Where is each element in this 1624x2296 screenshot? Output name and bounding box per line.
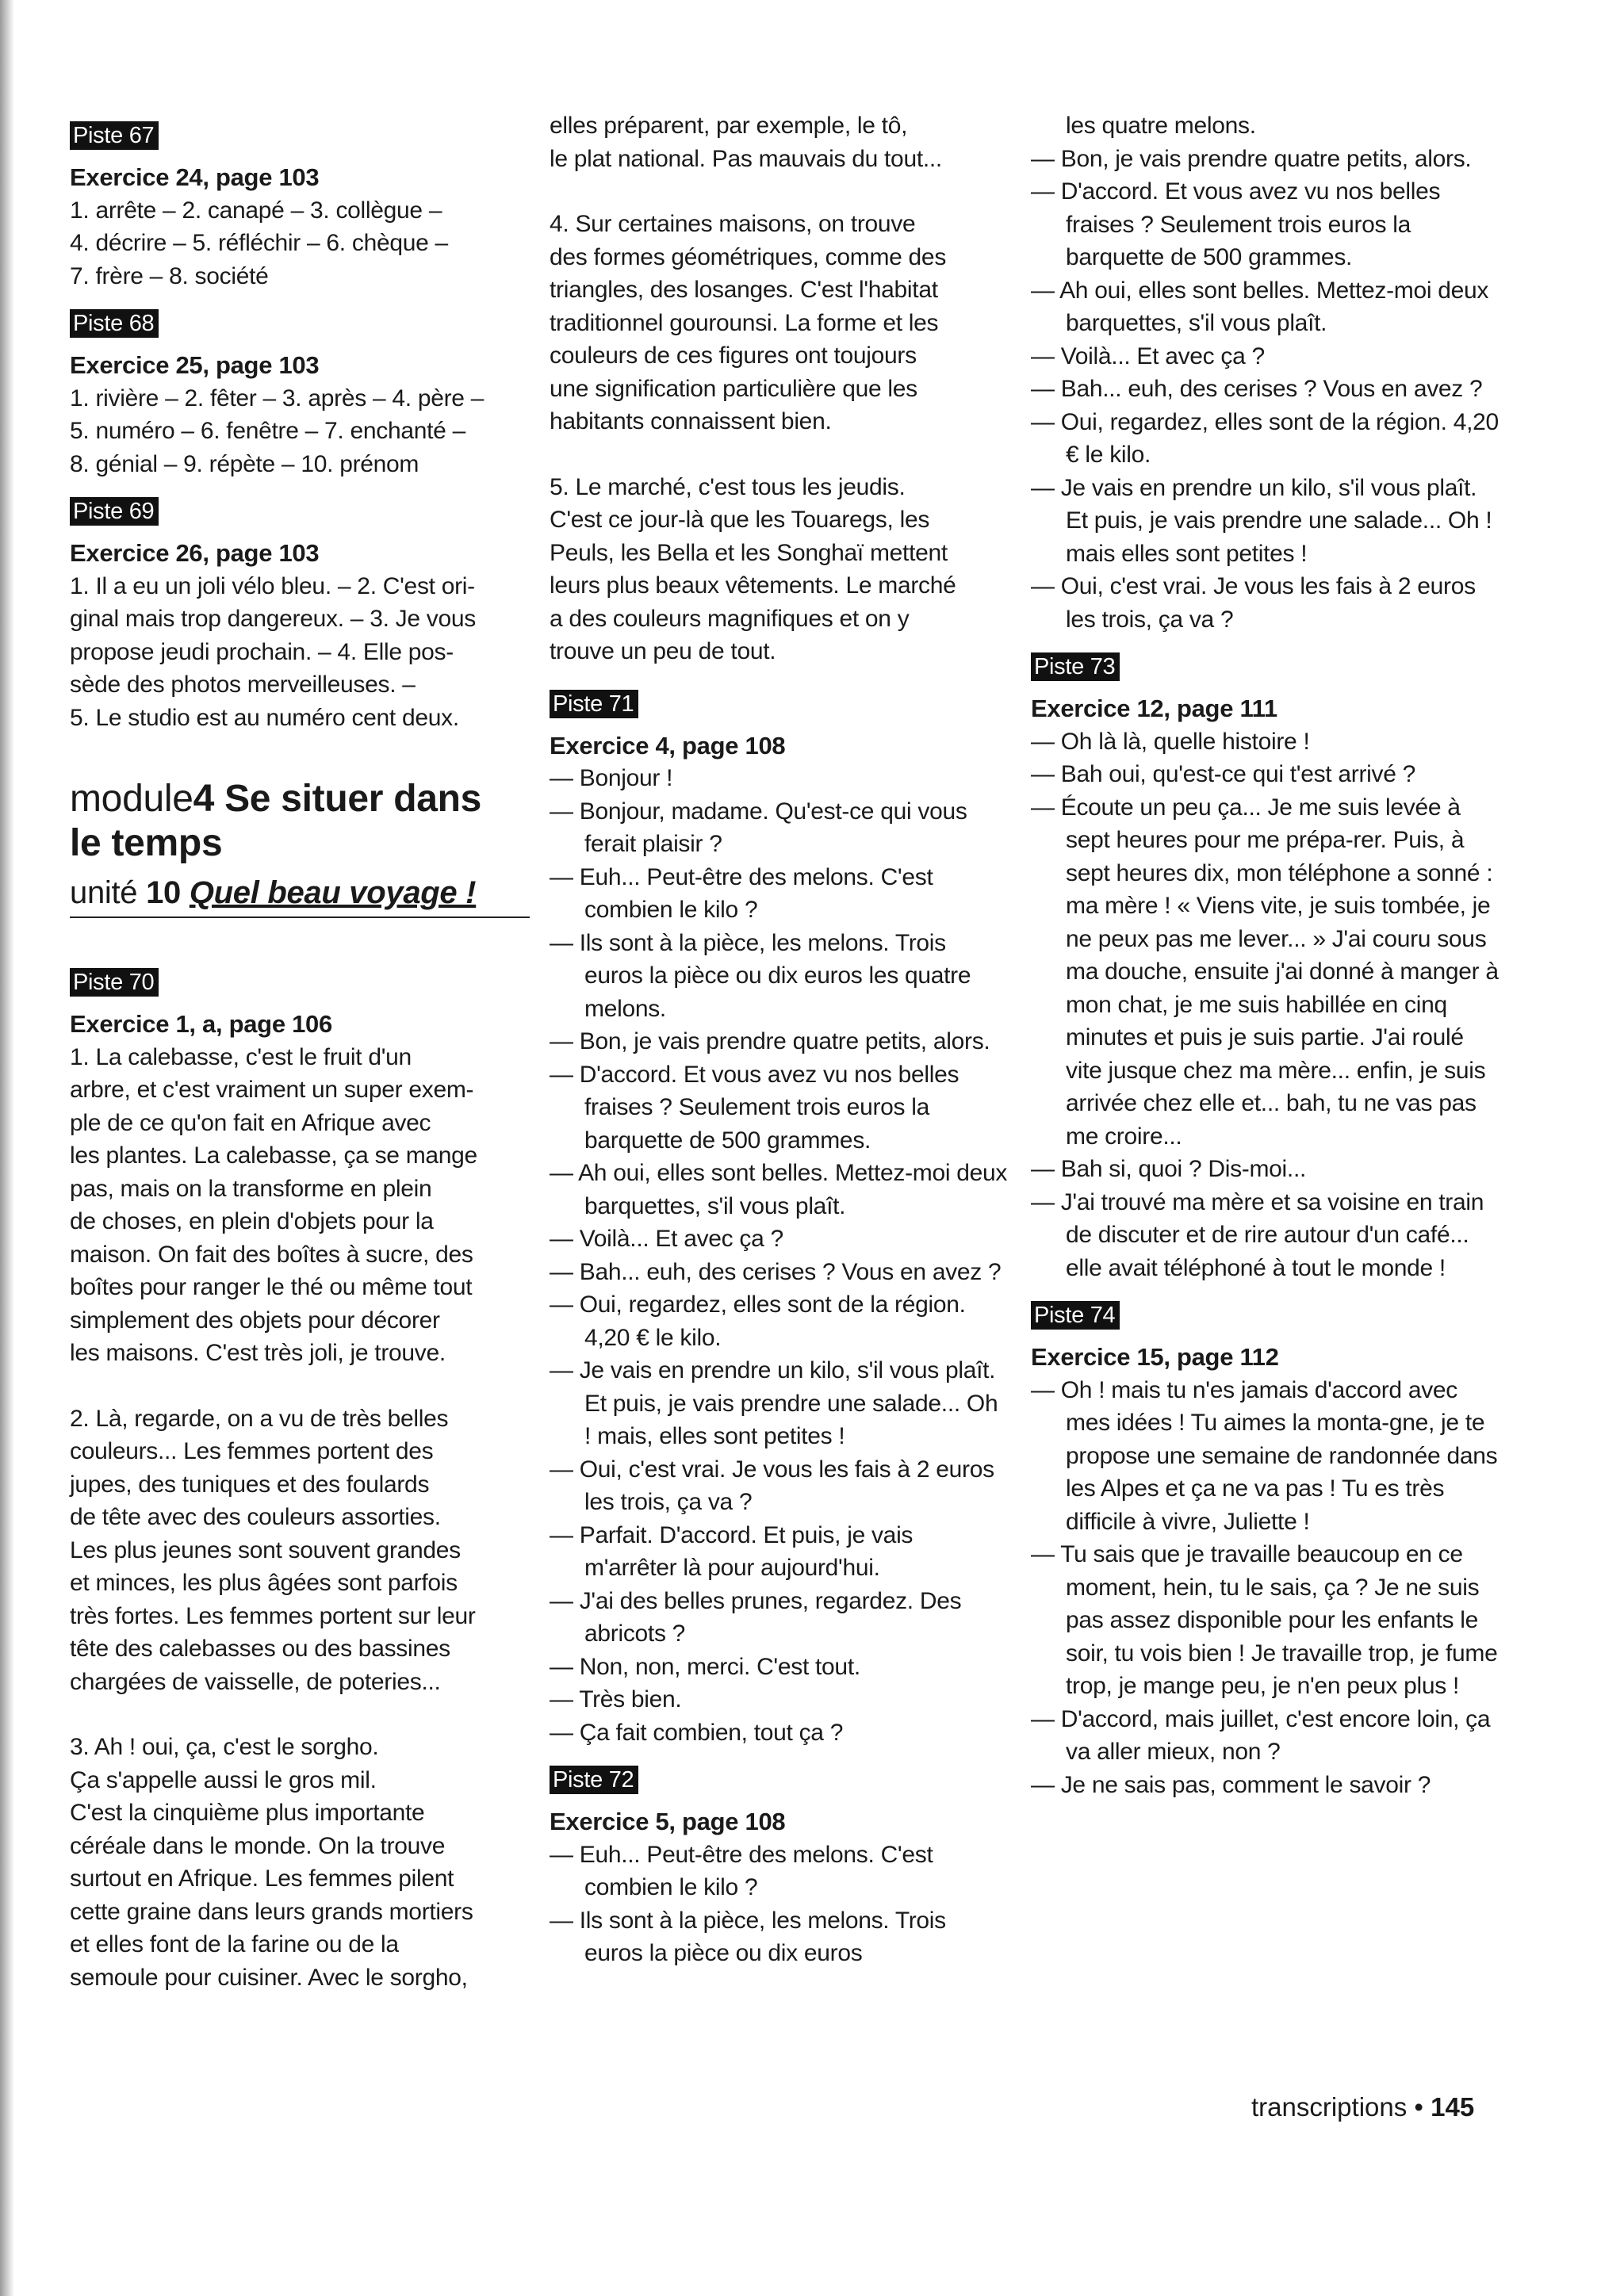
text-line: et elles font de la farine ou de la: [70, 1931, 399, 1957]
text-line: semoule pour cuisiner. Avec le sorgho,: [70, 1964, 468, 1991]
page-number: 145: [1431, 2092, 1475, 2122]
unit-title: Quel beau voyage !: [189, 875, 477, 910]
text-line: Ça s'appelle aussi le gros mil.: [70, 1766, 377, 1793]
text-line: très fortes. Les femmes portent sur leur: [70, 1602, 476, 1629]
dialogue-line: — D'accord. Et vous avez vu nos belles fraises ? Seulement trois euros la barquette de 500 grammes.: [550, 1061, 959, 1154]
dialogue-line: — Très bien.: [550, 1686, 682, 1712]
dialogue-line: — Oui, regardez, elles sont de la région. 4,20 € le kilo.: [550, 1292, 966, 1351]
dialogue-line: — Bah... euh, des cerises ? Vous en avez ?: [1031, 376, 1483, 402]
text-line: 8. génial – 9. répète – 10. prénom: [70, 450, 419, 477]
exercise-5-dialogue: [550, 1839, 1009, 1970]
dialogue-line: les quatre melons.: [1066, 113, 1256, 139]
text-line: 1. rivière – 2. fêter – 3. après – 4. père –: [70, 385, 485, 411]
text-line: surtout en Afrique. Les femmes pilent: [70, 1866, 454, 1892]
dialogue-line: — Bah... euh, des cerises ? Vous en avez ?: [550, 1258, 1002, 1285]
exercise-title-5: Exercice 5, page 108: [550, 1808, 786, 1835]
dialogue-line: — Je vais en prendre un kilo, s'il vous plaît. Et puis, je vais prendre une salade... Oh ! mais elles sont petites !: [1031, 474, 1492, 567]
text-line: une signification particulière que les: [550, 375, 917, 402]
text-line: ginal mais trop dangereux. – 3. Je vous: [70, 606, 476, 632]
text-line: triangles, des losanges. C'est l'habitat: [550, 277, 938, 303]
text-line: trouve un peu de tout.: [550, 638, 776, 664]
exercise-15-dialogue: [1031, 1374, 1499, 1802]
text-line: 1. Il a eu un joli vélo bleu. – 2. C'est ori-: [70, 572, 475, 599]
continued-text: [550, 109, 1009, 175]
exercise-1-para-1: [70, 1041, 530, 1370]
dialogue-line: — Bon, je vais prendre quatre petits, alors.: [1031, 145, 1472, 172]
text-line: 3. Ah ! oui, ça, c'est le sorgho.: [70, 1734, 379, 1760]
track-badge-71: Piste 71: [550, 690, 638, 718]
dialogue-line: — Écoute un peu ça... Je me suis levée à sept heures pour me prépa-rer. Puis, à sept heures dix, mon téléphone a sonné : ma mère ! « Viens vite, je suis tombée, je ne peux pas me lever... » J'ai couru sous ma douche, ensuite j'ai donné à manger à mon chat, je me suis habillée en cinq minutes et puis je suis partie. J'ai roulé vite jusque chez ma mère... enfin, je suis arrivée chez elle et... bah, tu ne vas pas me croire...: [1031, 794, 1499, 1150]
text-line: C'est la cinquième plus importante: [70, 1800, 425, 1826]
text-line: 1. La calebasse, c'est le fruit d'un: [70, 1043, 412, 1070]
dialogue-line: — Oh là là, quelle histoire !: [1031, 728, 1310, 755]
text-line: 7. frère – 8. société: [70, 262, 269, 289]
text-line: a des couleurs magnifiques et on y: [550, 605, 910, 632]
dialogue-line: — Bon, je vais prendre quatre petits, alors.: [550, 1028, 990, 1054]
dialogue-line: — D'accord. Et vous avez vu nos belles fraises ? Seulement trois euros la barquette de 500 grammes.: [1031, 178, 1441, 270]
dialogue-line: — J'ai des belles prunes, regardez. Des abricots ?: [550, 1587, 962, 1647]
exercise-title-26: Exercice 26, page 103: [70, 539, 320, 567]
track-badge-70: Piste 70: [70, 968, 159, 997]
dialogue-line: — J'ai trouvé ma mère et sa voisine en train de discuter et de rire autour d'un café... elle avait téléphoné à tout le monde !: [1031, 1188, 1484, 1281]
text-line: habitants connaissent bien.: [550, 408, 832, 434]
text-line: ple de ce qu'on fait en Afrique avec: [70, 1109, 431, 1136]
dialogue-line: — Euh... Peut-être des melons. C'est combien le kilo ?: [550, 1841, 933, 1900]
exercise-12-dialogue: [1031, 725, 1499, 1285]
track-badge-72: Piste 72: [550, 1766, 638, 1794]
text-line: C'est ce jour-là que les Touaregs, les: [550, 507, 930, 533]
exercise-26-body: [70, 570, 530, 735]
text-line: pas, mais on la transforme en plein: [70, 1175, 432, 1202]
text-line: propose jeudi prochain. – 4. Elle pos-: [70, 638, 454, 665]
para-5: [550, 471, 1009, 668]
dialogue-line: — Bah si, quoi ? Dis-moi...: [1031, 1156, 1307, 1182]
dialogue-line: — Ah oui, elles sont belles. Mettez-moi deux barquettes, s'il vous plaît.: [1031, 277, 1489, 336]
exercise-25-body: [70, 382, 530, 481]
column-3: [1031, 109, 1499, 1801]
module-title-line-2: le temps: [70, 822, 223, 864]
text-line: leurs plus beaux vêtements. Le marché: [550, 572, 956, 599]
text-line: Les plus jeunes sont souvent grandes: [70, 1536, 461, 1563]
para-4: [550, 208, 1009, 438]
text-line: sède des photos merveilleuses. –: [70, 672, 416, 698]
text-line: et minces, les plus âgées sont parfois: [70, 1570, 458, 1596]
exercise-title-1: Exercice 1, a, page 106: [70, 1010, 332, 1038]
text-line: 5. Le studio est au numéro cent deux.: [70, 704, 459, 731]
track-badge-69: Piste 69: [70, 497, 159, 526]
text-line: arbre, et c'est vraiment un super exem-: [70, 1077, 474, 1103]
dialogue-line: — Oui, c'est vrai. Je vous les fais à 2 euros les trois, ça va ?: [550, 1456, 994, 1515]
dialogue-line: — Bah oui, qu'est-ce qui t'est arrivé ?: [1031, 761, 1415, 787]
module-heading: [70, 777, 530, 866]
exercise-title-4: Exercice 4, page 108: [550, 731, 786, 760]
text-line: 2. Là, regarde, on a vu de très belles: [70, 1405, 449, 1432]
dialogue-line: — Oh ! mais tu n'es jamais d'accord avec mes idées ! Tu aimes la monta-gne, je te propose une semaine de randonnée dans les Alpes et ça ne va pas ! Tu es très difficile à vivre, Juliette !: [1031, 1376, 1498, 1535]
text-line: boîtes pour ranger le thé ou même tout: [70, 1274, 473, 1300]
text-line: de choses, en plein d'objets pour la: [70, 1208, 434, 1234]
exercise-4-dialogue: [550, 762, 1009, 1749]
continued-dialogue: [1031, 109, 1499, 636]
text-line: traditionnel gourounsi. La forme et les: [550, 309, 939, 336]
dialogue-line: — Tu sais que je travaille beaucoup en ce moment, hein, tu le sais, ça ? Je ne suis pas assez disponible pour les enfants le soir, tu vois bien ! Je travaille trop, je fume trop, je mange peu, je n'en peux plus !: [1031, 1541, 1498, 1699]
dialogue-line: — Voilà... Et avec ça ?: [1031, 342, 1265, 369]
text-line: chargées de vaisselle, de poteries...: [70, 1668, 441, 1695]
text-line: elles préparent, par exemple, le tô,: [550, 113, 908, 139]
track-badge-74: Piste 74: [1031, 1301, 1120, 1330]
dialogue-line: — Voilà... Et avec ça ?: [550, 1226, 783, 1252]
dialogue-line: — Euh... Peut-être des melons. C'est combien le kilo ?: [550, 863, 933, 923]
unit-number: 10: [146, 875, 181, 910]
dialogue-line: — Ils sont à la pièce, les melons. Trois euros la pièce ou dix euros les quatre melons.: [550, 929, 971, 1022]
footer-label: transcriptions •: [1251, 2092, 1423, 2122]
text-line: maison. On fait des boîtes à sucre, des: [70, 1241, 473, 1268]
dialogue-line: — D'accord, mais juillet, c'est encore loin, ça va aller mieux, non ?: [1031, 1705, 1491, 1765]
dialogue-line: — Oui, regardez, elles sont de la région. 4,20 € le kilo.: [1031, 408, 1499, 468]
text-line: jupes, des tuniques et des foulards: [70, 1471, 430, 1498]
dialogue-line: — Parfait. D'accord. Et puis, je vais m'arrêter là pour aujourd'hui.: [550, 1521, 914, 1581]
exercise-1-para-3: [70, 1731, 530, 1994]
text-line: les plantes. La calebasse, ça se mange: [70, 1142, 477, 1169]
unit-prefix: unité: [70, 875, 138, 910]
dialogue-line: — Bonjour, madame. Qu'est-ce qui vous ferait plaisir ?: [550, 798, 967, 857]
track-badge-68: Piste 68: [70, 309, 159, 338]
column-2: [550, 109, 1009, 1970]
text-line: 5. Le marché, c'est tous les jeudis.: [550, 473, 906, 500]
text-line: 4. décrire – 5. réfléchir – 6. chèque –: [70, 230, 448, 256]
text-line: les maisons. C'est très joli, je trouve.: [70, 1340, 446, 1366]
text-line: de tête avec des couleurs assorties.: [70, 1504, 441, 1530]
text-line: 4. Sur certaines maisons, on trouve: [550, 211, 916, 237]
module-title-line-1: Se situer dans: [224, 778, 482, 820]
exercise-24-body: [70, 194, 530, 293]
dialogue-line: — Ça fait combien, tout ça ?: [550, 1719, 844, 1746]
exercise-title-15: Exercice 15, page 112: [1031, 1343, 1279, 1371]
text-line: tête des calebasses ou des bassines: [70, 1636, 450, 1662]
text-line: simplement des objets pour décorer: [70, 1307, 440, 1334]
dialogue-line: — Bonjour !: [550, 765, 673, 791]
dialogue-line: — Je ne sais pas, comment le savoir ?: [1031, 1771, 1431, 1798]
exercise-title-12: Exercice 12, page 111: [1031, 695, 1277, 722]
text-line: céréale dans le monde. On la trouve: [70, 1832, 446, 1859]
page-footer: [1251, 2091, 1474, 2123]
module-number: 4: [193, 778, 215, 820]
dialogue-line: — Ah oui, elles sont belles. Mettez-moi deux barquettes, s'il vous plaît.: [550, 1160, 1008, 1219]
text-line: le plat national. Pas mauvais du tout...: [550, 145, 942, 172]
dialogue-line: — Non, non, merci. C'est tout.: [550, 1653, 860, 1680]
page-spine-shadow: [0, 0, 14, 2296]
text-line: Peuls, les Bella et les Songhaï mettent: [550, 539, 948, 566]
module-prefix: module: [70, 778, 193, 820]
text-line: 5. numéro – 6. fenêtre – 7. enchanté –: [70, 418, 465, 444]
text-line: des formes géométriques, comme des: [550, 243, 947, 270]
dialogue-line: — Ils sont à la pièce, les melons. Trois euros la pièce ou dix euros: [550, 1907, 946, 1966]
track-badge-73: Piste 73: [1031, 652, 1120, 681]
exercise-title-25: Exercice 25, page 103: [70, 351, 320, 379]
text-line: 1. arrête – 2. canapé – 3. collègue –: [70, 197, 442, 224]
exercise-1-para-2: [70, 1402, 530, 1699]
text-line: cette graine dans leurs grands mortiers: [70, 1898, 473, 1925]
exercise-title-24: Exercice 24, page 103: [70, 163, 320, 191]
text-line: couleurs de ces figures ont toujours: [550, 342, 917, 369]
dialogue-line: — Oui, c'est vrai. Je vous les fais à 2 euros les trois, ça va ?: [1031, 573, 1476, 633]
unit-heading: [70, 872, 530, 918]
text-line: couleurs... Les femmes portent des: [70, 1438, 434, 1464]
track-badge-67: Piste 67: [70, 121, 159, 150]
dialogue-line: — Je vais en prendre un kilo, s'il vous plaît. Et puis, je vais prendre une salade... Oh ! mais, elles sont petites !: [550, 1357, 998, 1449]
column-1: [70, 119, 530, 1994]
